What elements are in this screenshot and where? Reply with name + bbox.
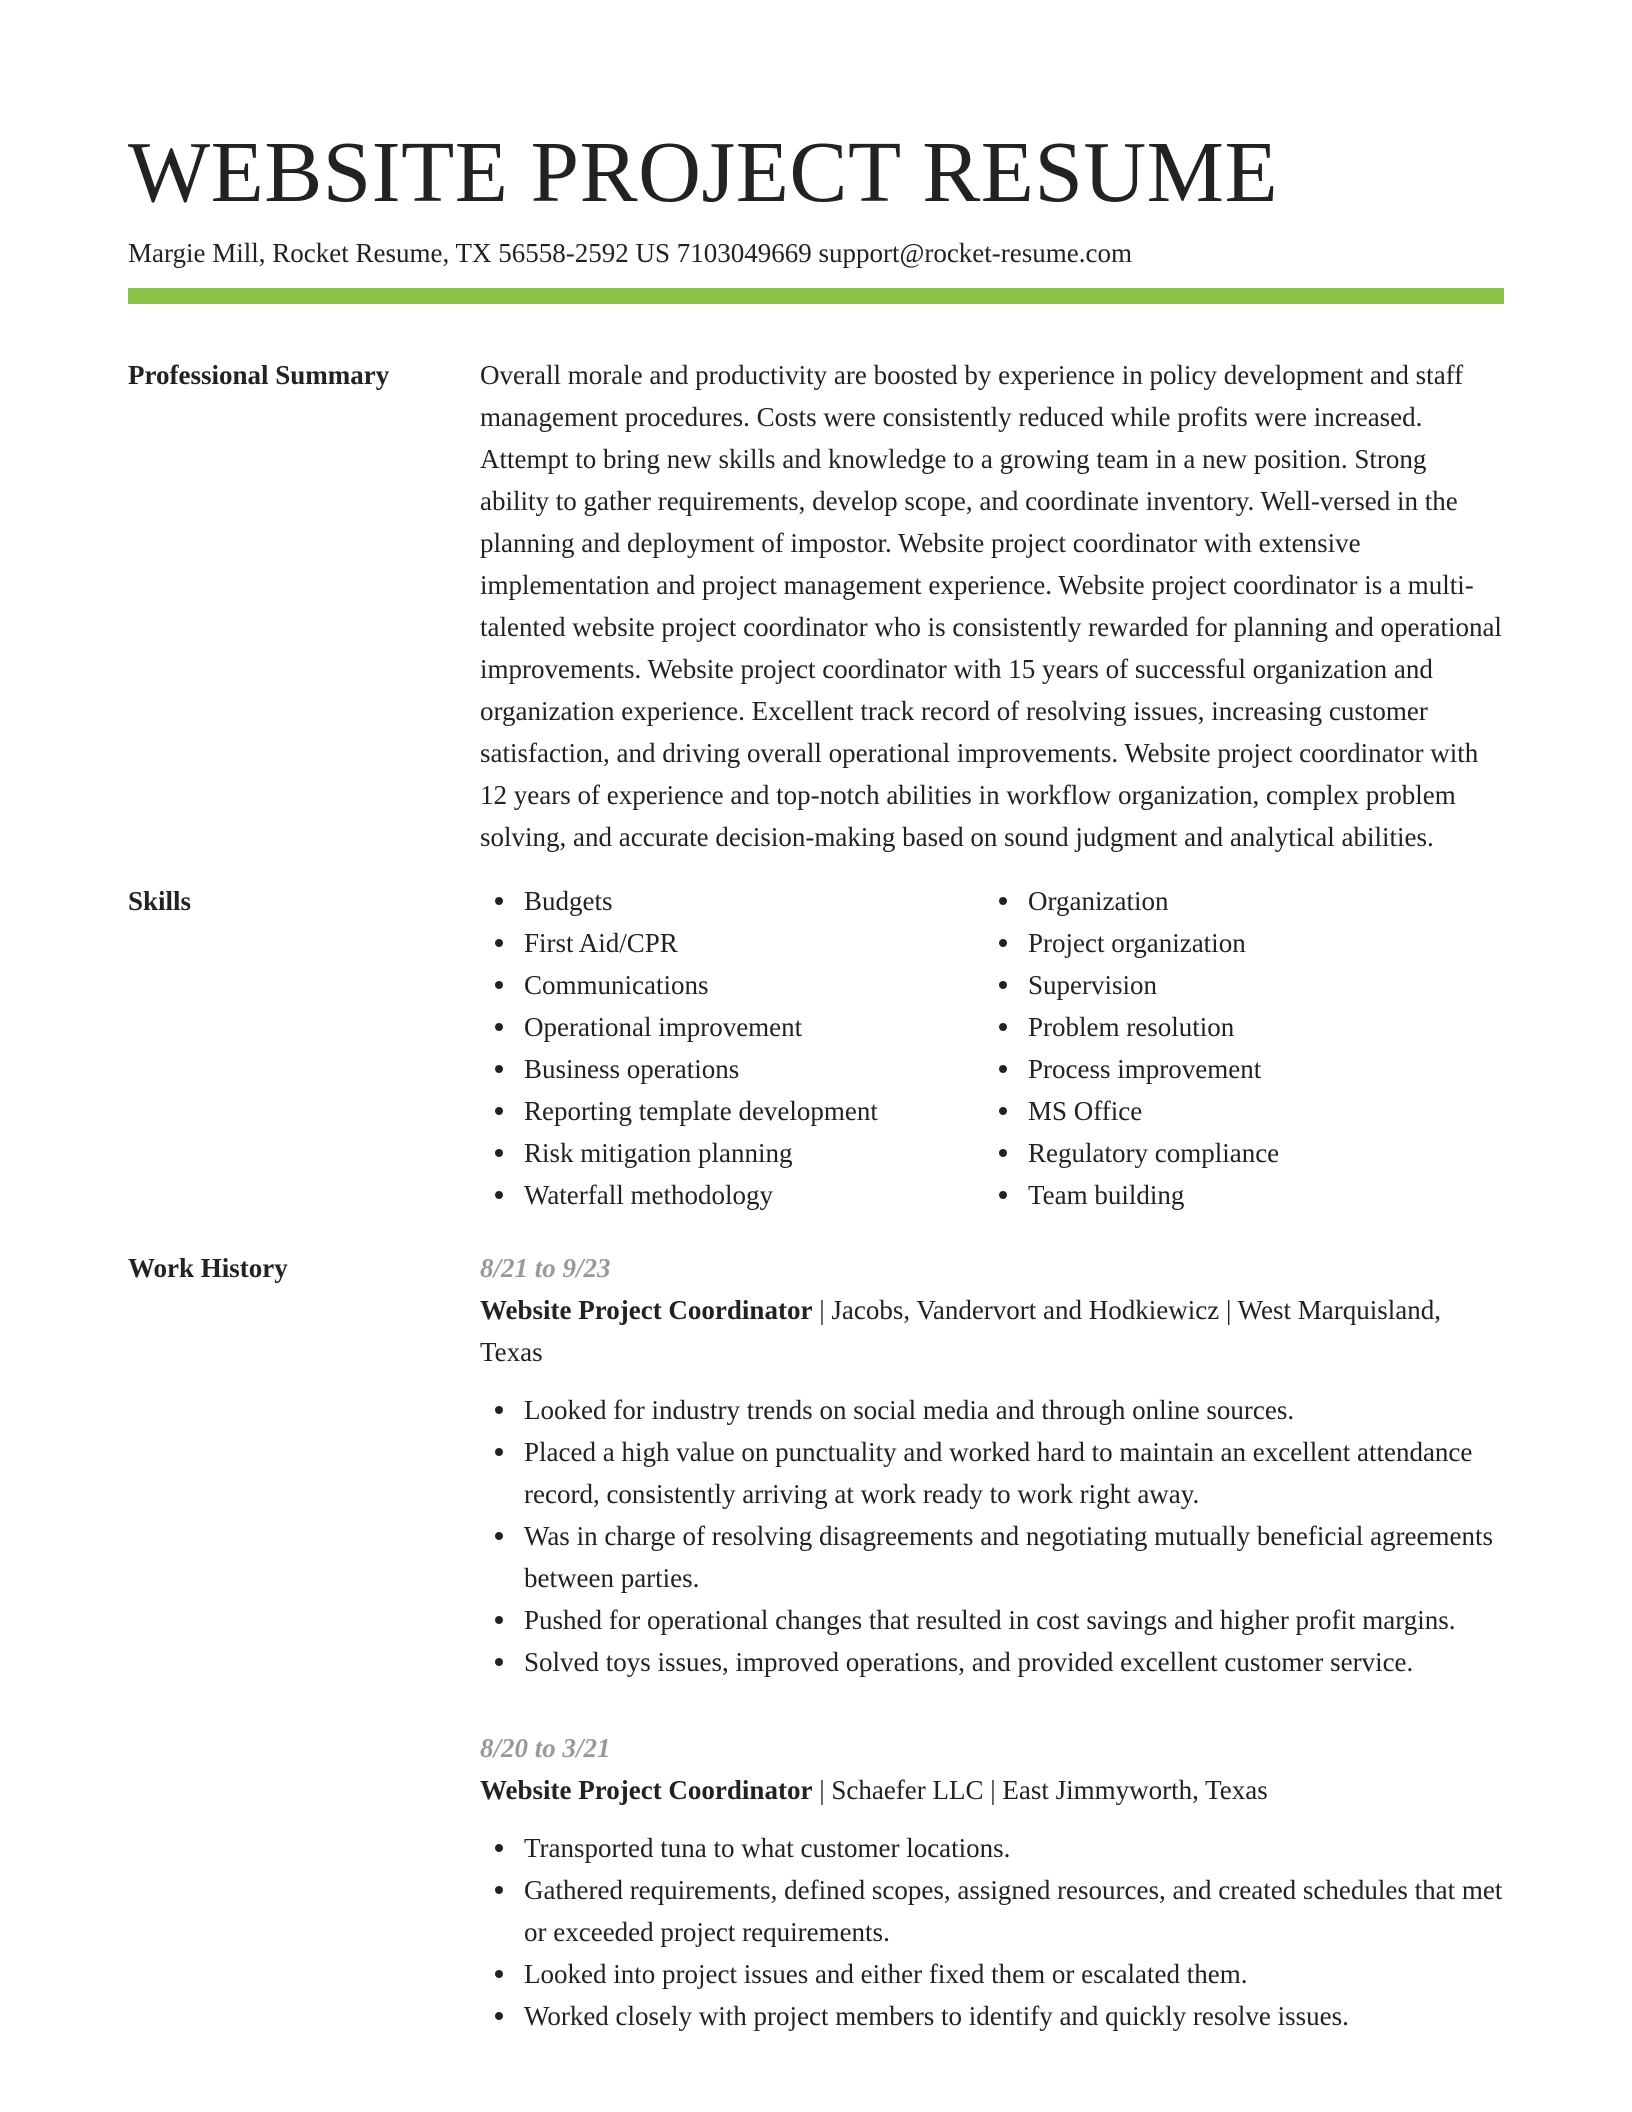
job-entry — [480, 1247, 1504, 1683]
contact-line: Margie Mill, Rocket Resume, TX 56558-2592 US 7103049669 support@rocket-resume.com — [128, 238, 1132, 268]
summary-section — [128, 354, 1504, 858]
skill-item: Problem resolution — [1028, 1006, 1488, 1048]
skills-label: Skills — [128, 886, 192, 916]
duty-item: Looked for industry trends on social media and through online sources. — [524, 1389, 1504, 1431]
skill-item: Project organization — [1028, 922, 1488, 964]
skill-item: Team building — [1028, 1174, 1488, 1216]
skill-item: Waterfall methodology — [524, 1174, 984, 1216]
job-company-location: | Jacobs, Vandervort and Hodkiewicz | West Marquisland, Texas — [480, 1295, 1441, 1367]
duty-item: Transported tuna to what customer locations. — [524, 1827, 1504, 1869]
skill-item: Operational improvement — [524, 1006, 984, 1048]
duty-item: Placed a high value on punctuality and worked hard to maintain an excellent attendance record, consistently arriving at work ready to work right away. — [524, 1431, 1504, 1515]
duty-item: Looked into project issues and either fixed them or escalated them. — [524, 1953, 1504, 1995]
job-heading — [480, 1289, 1504, 1373]
skills-columns — [480, 880, 1504, 1216]
duty-item: Gathered requirements, defined scopes, assigned resources, and created schedules that met or exceeded project requirements. — [524, 1869, 1504, 1953]
duty-item: Worked closely with project members to identify and quickly resolve issues. — [524, 1995, 1504, 2037]
skill-item: Budgets — [524, 880, 984, 922]
skill-item: Supervision — [1028, 964, 1488, 1006]
job-dates: 8/21 to 9/23 — [480, 1253, 611, 1283]
skills-column-2 — [984, 880, 1488, 1216]
header-divider — [128, 288, 1504, 304]
work-history-label: Work History — [128, 1253, 288, 1283]
job-title: Website Project Coordinator — [480, 1295, 813, 1325]
skill-item: Organization — [1028, 880, 1488, 922]
job-entry — [480, 1727, 1504, 2037]
duty-item: Was in charge of resolving disagreements and negotiating mutually beneficial agreements between parties. — [524, 1515, 1504, 1599]
job-company-location: | Schaefer LLC | East Jimmyworth, Texas — [812, 1775, 1268, 1805]
resume-page — [128, 0, 1504, 2081]
skill-item: Regulatory compliance — [1028, 1132, 1488, 1174]
duty-item: Solved toys issues, improved operations, and provided excellent customer service. — [524, 1641, 1504, 1683]
duty-item: Pushed for operational changes that resulted in cost savings and higher profit margins. — [524, 1599, 1504, 1641]
job-title: Website Project Coordinator — [480, 1775, 813, 1805]
summary-body — [480, 354, 1504, 858]
skill-item: MS Office — [1028, 1090, 1488, 1132]
work-history-section — [128, 1247, 1504, 2081]
summary-label: Professional Summary — [128, 360, 390, 390]
skill-item: Business operations — [524, 1048, 984, 1090]
job-heading — [480, 1769, 1504, 1811]
skill-item: Reporting template development — [524, 1090, 984, 1132]
skill-item: Risk mitigation planning — [524, 1132, 984, 1174]
job-dates: 8/20 to 3/21 — [480, 1733, 611, 1763]
skills-section — [128, 880, 1504, 1216]
skill-item: First Aid/CPR — [524, 922, 984, 964]
skill-item: Process improvement — [1028, 1048, 1488, 1090]
resume-title: WEBSITE PROJECT RESUME — [128, 123, 1279, 220]
skill-item: Communications — [524, 964, 984, 1006]
job-duties — [480, 1827, 1504, 2037]
skills-body — [480, 880, 1504, 1216]
skills-column-1 — [480, 880, 984, 1216]
work-history-body — [480, 1247, 1504, 2081]
job-duties — [480, 1389, 1504, 1683]
summary-text: Overall morale and productivity are boosted by experience in policy development and staff management procedures. Costs were consistently reduced while profits were increased. Attempt to bring new skills and knowledge to a growing team in a new position. Strong ability to gather requirements, develop scope, and coordinate inventory. Well-versed in the planning and deployment of impostor. Website project coordinator with extensive implementation and project management experience. Website project coordinator is a multi-talented website project coordinator who is consistently rewarded for planning and operational improvements. Website project coordinator with 15 years of successful organization and organization experience. Excellent track record of resolving issues, increasing customer satisfaction, and driving overall operational improvements. Website project coordinator with 12 years of experience and top-notch abilities in workflow organization, complex problem solving, and accurate decision-making based on sound judgment and analytical abilities. — [480, 360, 1502, 852]
